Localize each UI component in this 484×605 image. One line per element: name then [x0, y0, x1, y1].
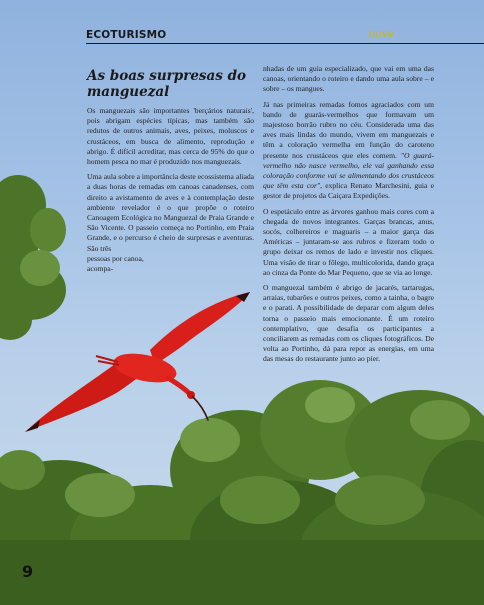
- page-header: [86, 28, 484, 44]
- article-column-1: [87, 106, 254, 274]
- bottom-mangrove-foliage: [0, 380, 484, 605]
- paragraph: Uma aula sobre a importância deste ecossistema aliada a duas horas de remadas em canoas canadenses, com direito a avistamento de aves e à contemplação deste ambiente revelador é o que propõe o roteiro Canoagem Ecológica no Manguezal de Praia Grande e São Vicente. O passeio começa no Portinho, em Praia Grande, e o percurso é cheio de surpresas e aventuras. São três: [87, 172, 254, 253]
- pull-quote: "O guará-vermelho não nasce vermelho, ele vai ganhando essa coloração conforme vai se alimentando dos crustáceos que têm esta cor": [263, 150, 435, 191]
- page-number: 9: [22, 562, 34, 581]
- article-column-2: [263, 64, 434, 370]
- paragraph-continued: pessoas por canoa,: [87, 253, 144, 263]
- header-rule: [86, 43, 484, 44]
- paragraph-text: Já nas primeiras remadas fomos agraciados com um bando de guarás-vermelhos que formavam um majestoso borrão rubro no céu. Considerada uma das aves mais lindas do mundo, vivem em manguezais e têm a coloração vermelha em função do caroteno presente nos crustáceos que eles comem.: [263, 99, 434, 160]
- article-title: As boas surpresas do manguezal: [87, 68, 247, 100]
- paragraph: O espetáculo entre as árvores ganhou mais cores com a chegada de novos integrantes. Garças brancas, anus, socós, colhereiros e maguaris – a maior garça das Américas – juntaram-se aos rubros e fizeram todo o grupo deixar os remos de lado e investir nos cliques. Uma visão de tirar o fôlego, multicolorida, dando graça ao cinza da Ponte do Mar Pequeno, que se via ao longe.: [263, 206, 434, 277]
- issue-label: nove: [368, 27, 395, 40]
- paragraph: Os manguezais são importantes 'berçários naturais', pois abrigam espécies típicas, mas também são redutos de outros animais, aves, peixes, moluscos e crustáceos, em busca de alimento, reprodução e abrigo. É difícil acreditar, mas cerca de 95% do que o homem pesca no mar é produzido nos manguezais.: [87, 106, 254, 167]
- paragraph-text: , explica Renato Marchesini, guia e gestor de projetos da Caiçara Expedições.: [263, 181, 434, 201]
- section-label: ECOTURISMO: [86, 29, 167, 41]
- paragraph-continued: acompa-: [87, 264, 114, 274]
- left-tree-foliage: [0, 175, 66, 340]
- paragraph: O manguezal também é abrigo de jacarés, tartarugas, arraias, tubarões e outros peixes, como a tainha, o bagre e o parati. A possibilidade de deparar com algum deles torna o passeio mais emocionante. É um roteiro contemplativo, que desafia os participantes a conciliarem as remadas com os cliques fotográficos. De volta ao Portinho, dá para repor as energias, em uma das mesas do restaurante junto ao píer.: [263, 283, 434, 364]
- paragraph: nhadas de um guia especializado, que vai em uma das canoas, orientando o roteiro e dando uma aula sobre – e sobre – os mangues.: [263, 64, 434, 94]
- paragraph: [263, 100, 434, 202]
- scarlet-ibis: [25, 292, 250, 432]
